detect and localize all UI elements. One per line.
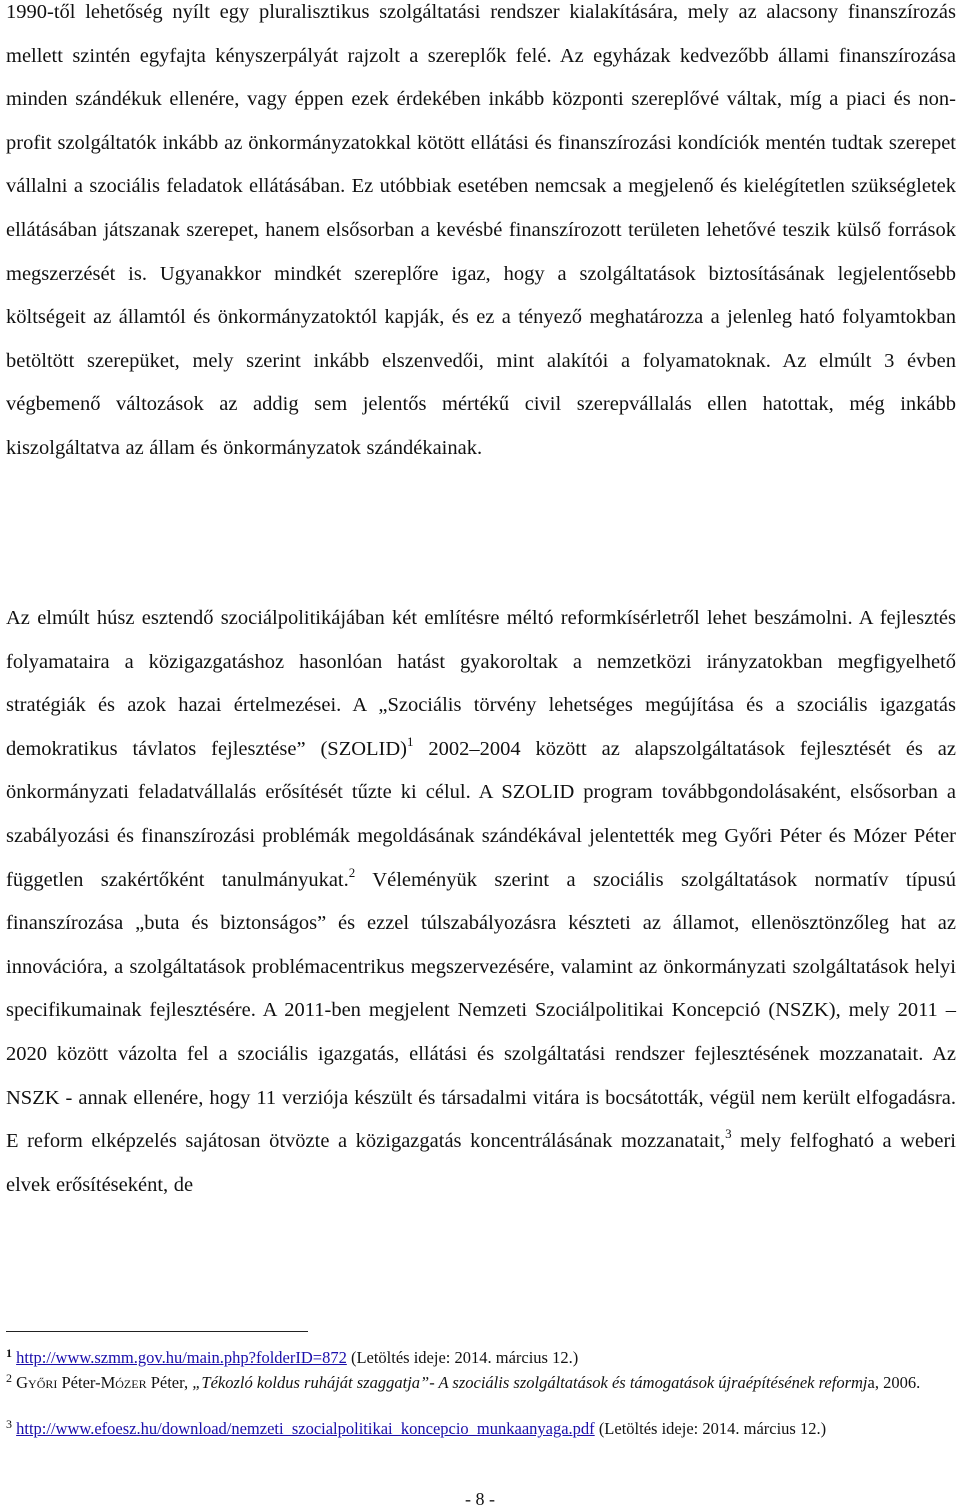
body-paragraph-1: 1990-től lehetőség nyílt egy pluralisztikus szolgáltatási rendszer kialakítására, mely az alacsony finanszírozás mellett szintén egyfajta kényszerpályát rajzolt a szereplők felé. Az egyházak kedvezőbb állami finanszírozása minden szándékuk ellenére, vagy éppen ezek érdekében inkább központi szereplővé váltak, míg a piaci és non-profit szolgáltatók inkább az önkormányzatokkal kötött ellátási és finanszírozási kondíciók mentén tudtak szerepet vállalni a szociális feladatok ellátásában. Ez utóbbiak esetében nemcsak a megjelenő és kielégítetlen szükségletek ellátásában játszanak szerepet, hanem elsősorban a kevésbé finanszírozott területen lehetővé teszik külső források megszerzését is. Ugyanakkor mindkét szereplőre igaz, hogy a szolgáltatások biztosításának legjelentősebb költségeit az államtól és önkormányzatoktól kapják, és ez a tényező meghatározza a jelenleg ható folyamtokban betöltött szerepüket, mely szerint inkább elszenvedői, mint alakítói a folyamatoknak. Az elmúlt 3 évben végbemenő változások az addig sem jelentős mértékű civil szerepvállalás ellen hatottak, még inkább kiszolgáltatva az állam és önkormányzatok szándékainak.	[6, 1, 956, 459]
footnote-ref-1[interactable]: 1	[407, 733, 414, 749]
paragraph-2-text-b: 2002–2004 között az alapszolgáltatások fejlesztését és az önkormányzati feladatvállalás erősítését tűzte ki célul. A SZOLID program továbbgondolásaként, elsősorban a szabályozási és finanszírozási problémák megoldásának szándékával jelentették meg Győri Péter és Mózer Péter független szakértőként tanulmányukat.	[6, 737, 956, 891]
body-paragraph-2	[6, 597, 956, 1207]
footnote-2-number: 2	[6, 1371, 12, 1385]
paragraph-2-text-d: mely felfogható a weberi elvek erősítéseként, de	[6, 1130, 956, 1196]
footnote-3-text: (Letöltés ideje: 2014. március 12.)	[594, 1419, 827, 1438]
paragraph-2-text-a: Az elmúlt húsz esztendő szociálpolitikájában két említésre méltó reformkísérletről lehet beszámolni. A fejlesztés folyamataira a közigazgatáshoz hasonlóan hatást gyakoroltak a nemzetközi irányzatokban megfigyelhető stratégiák és azok hazai értelmezései. A „Szociális törvény lehetséges megújítása és a szociális igazgatás demokratikus távlatos fejlesztése” (SZOLID)	[6, 607, 956, 760]
footnote-2-author-2: Mózer	[100, 1373, 147, 1392]
footnote-2	[6, 1372, 956, 1393]
footnote-3-link[interactable]: http://www.efoesz.hu/download/nemzeti_szocialpolitikai_koncepcio_munkaanyaga.pdf	[16, 1419, 595, 1438]
page-number: - 8 -	[465, 1489, 495, 1509]
footnote-2-title: „Tékozló koldus ruháját szaggatja”- A szociális szolgáltatások és támogatások újraépítésének reformj	[192, 1373, 868, 1392]
footnote-2-author-2-rest: Péter,	[146, 1373, 193, 1392]
paragraph-2-text-c: Véleményük szerint a szociális szolgáltatások normatív típusú finanszírozása „buta és biztonságos” és ezzel túlszabályozásra készteti az államot, ellenösztönzőleg hat az innovációra, a szolgáltatások problémacentrikus megszervezésére, valamint az önkormányzati szolgáltatások helyi specifikumainak fejlesztésére. A 2011-ben megjelent Nemzeti Szociálpolitikai Koncepció (NSZK), mely 2011 – 2020 között vázolta fel a szociális igazgatás, ellátási és szolgáltatási rendszer fejlesztésének mozzanatait. Az NSZK - annak ellenére, hogy 11 verziója készült és társadalmi vitára is bocsátották, végül nem került elfogadásra. E reform elképzelés sajátosan ötvözte a közigazgatás koncentrálásának mozzanatait,	[6, 868, 957, 1153]
footnote-2-author-1: Győri	[16, 1373, 58, 1392]
footnote-ref-2[interactable]: 2	[348, 864, 356, 880]
footnote-2-author-1-rest: Péter-	[57, 1373, 101, 1392]
footnote-2-tail: a, 2006.	[867, 1373, 921, 1392]
footnote-separator	[6, 1331, 308, 1332]
footnote-1-number: 1	[6, 1346, 12, 1360]
footnote-1-link[interactable]: http://www.szmm.gov.hu/main.php?folderID=872	[16, 1348, 347, 1367]
footnote-1	[6, 1347, 956, 1368]
footnote-3	[6, 1418, 956, 1439]
footnote-3-number: 3	[6, 1417, 12, 1431]
footnote-1-text: (Letöltés ideje: 2014. március 12.)	[346, 1348, 579, 1367]
footnote-ref-3[interactable]: 3	[725, 1126, 732, 1142]
